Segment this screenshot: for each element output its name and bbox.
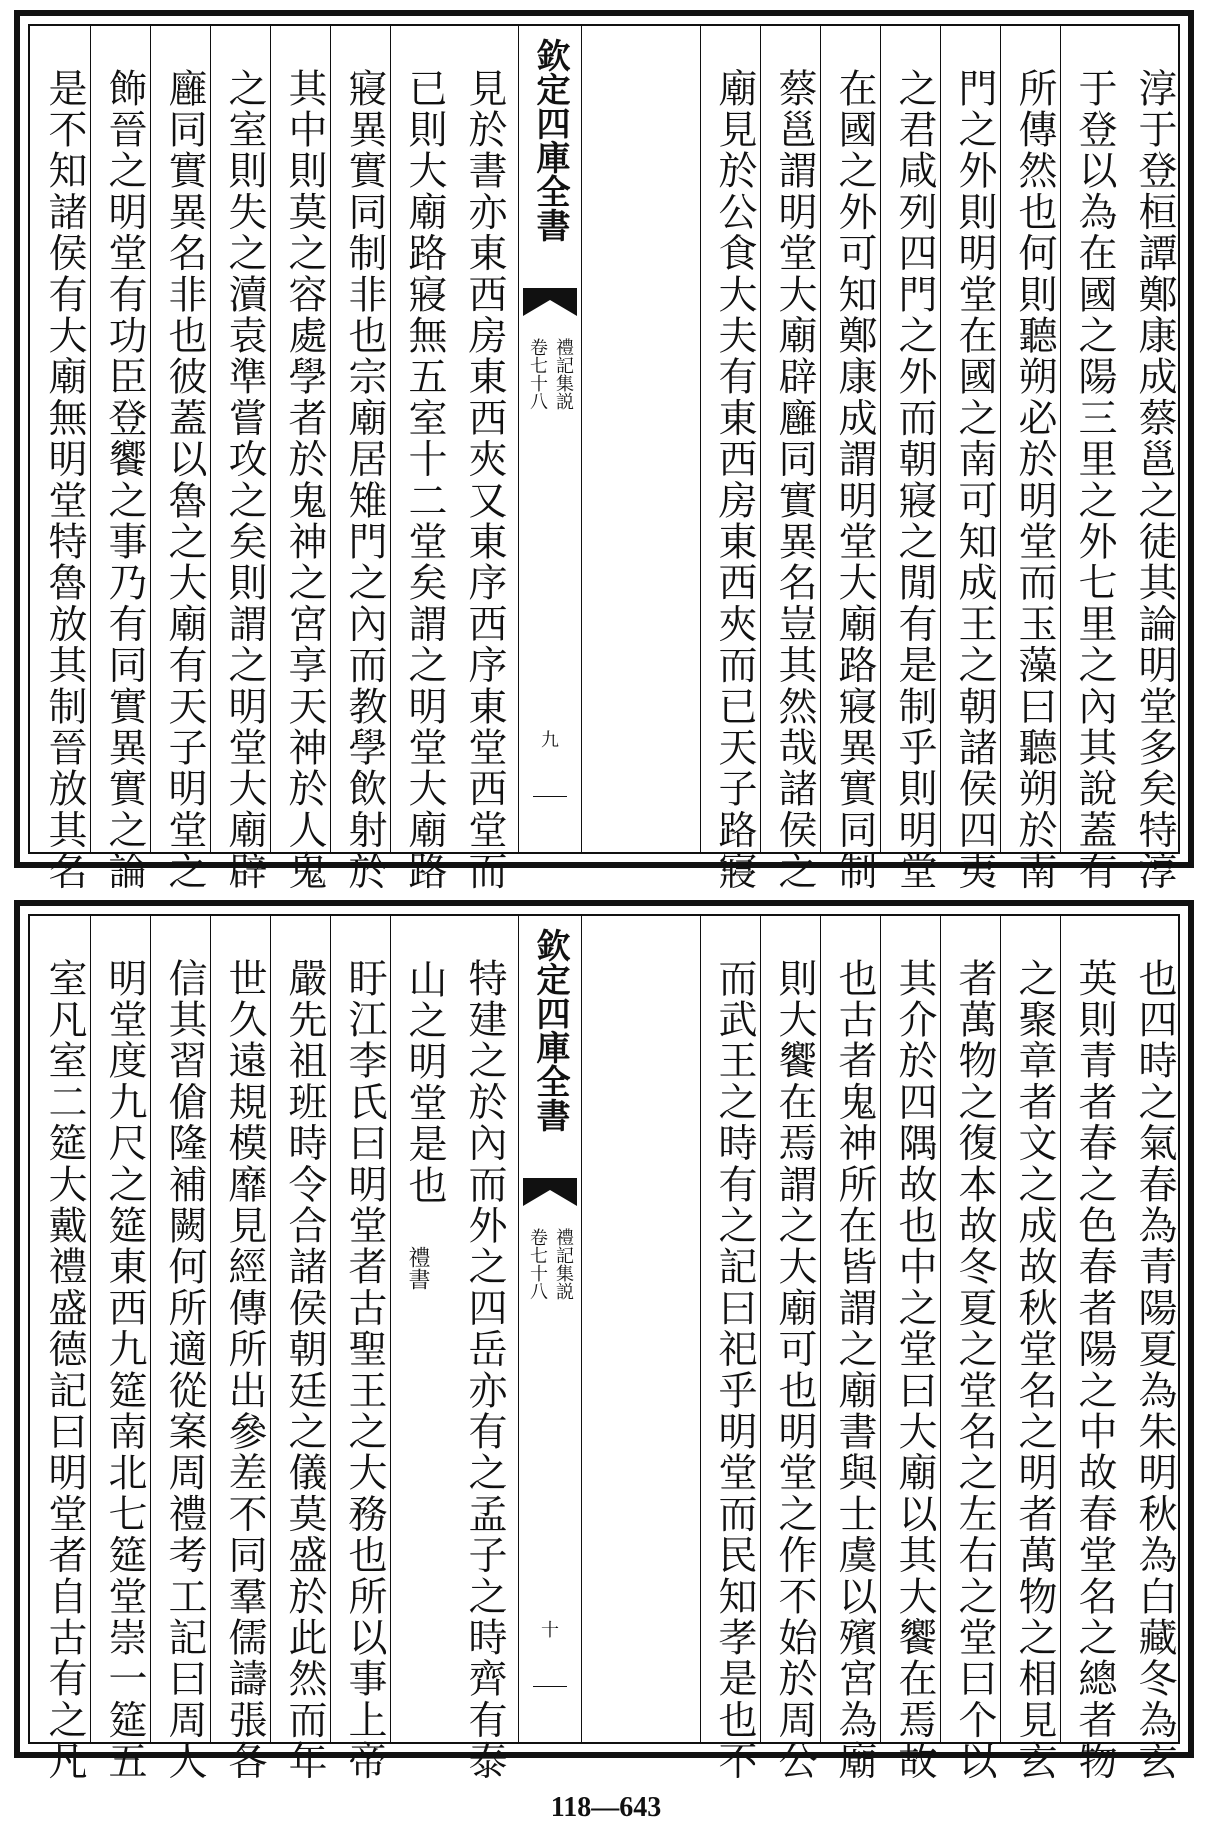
banxin-title: 欽定四庫全書 <box>530 38 570 242</box>
text-column <box>150 916 219 1782</box>
banxin-book-title: 禮記集説 <box>553 1228 574 1300</box>
column-text: 之聚章者文之成故秋堂名之明者萬物之相見玄 <box>1012 958 1057 1782</box>
banxin-rule <box>533 1686 567 1687</box>
text-column <box>1000 26 1069 892</box>
text-column <box>450 26 519 892</box>
column-text: 之君咸列四門之外而朝寢之閒有是制乎則明堂 <box>892 68 937 892</box>
text-column <box>1060 26 1129 892</box>
column-text: 飾晉之明堂有功臣登饗之事乃有同實異實之論 <box>102 68 147 892</box>
banxin-book-title: 禮記集説 <box>553 338 574 410</box>
column-text: 則大饗在焉謂之大廟可也明堂之作不始於周公 <box>772 958 817 1782</box>
text-column <box>210 26 279 892</box>
text-column <box>700 26 769 892</box>
banxin-center-column <box>518 916 582 1742</box>
column-text: 者萬物之復本故冬夏之堂名之左右之堂曰个以 <box>952 958 997 1782</box>
text-column <box>270 26 339 892</box>
column-text: 已則大廟路寢無五室十二堂矣謂之明堂大廟路 <box>402 68 447 892</box>
banxin-rule <box>533 796 567 797</box>
column-text: 英則青者春之色春者陽之中故春堂名之總者物 <box>1072 958 1117 1782</box>
top-page <box>14 10 1194 892</box>
column-text: 也四時之氣春為青陽夏為朱明秋為白藏冬為玄 <box>1132 958 1177 1782</box>
column-text: 特建之於內而外之四岳亦有之孟子之時齊有泰 <box>462 958 507 1782</box>
column-text: 是不知諸侯有大廟無明堂特魯放其制晉放其名 <box>42 68 87 892</box>
text-column <box>760 916 829 1782</box>
text-column <box>210 916 279 1782</box>
text-column <box>150 26 219 892</box>
column-text: 信其習傖隆補闕何所適從案周禮考工記曰周人 <box>162 958 207 1782</box>
column-text: 世久遠規模靡見經傳所出參差不同羣儒譸張各 <box>222 958 267 1782</box>
text-column <box>880 916 949 1782</box>
text-column <box>940 916 1009 1782</box>
source-note: 禮書 <box>405 1246 430 1290</box>
column-text: 也古者鬼神所在皆謂之廟書與士虞以殯宮為廟 <box>832 958 877 1782</box>
text-column <box>1000 916 1069 1782</box>
text-column <box>700 916 769 1782</box>
banxin-juan: 卷七十八 <box>527 1228 548 1300</box>
text-column <box>390 26 459 892</box>
text-column <box>30 26 99 892</box>
column-text: 山之明堂是也 <box>402 959 447 1207</box>
column-text: 于登以為在國之陽三里之外七里之內其說蓋有 <box>1072 68 1117 892</box>
column-text: 淳于登桓譚鄭康成蔡邕之徒其論明堂多矣特淳 <box>1132 68 1177 892</box>
banxin-center-column <box>518 26 582 852</box>
fishtail-mark <box>523 1178 577 1218</box>
text-column <box>390 916 459 1742</box>
text-column <box>880 26 949 892</box>
column-text: 在國之外可知鄭康成謂明堂大廟路寢異實同制 <box>832 68 877 892</box>
text-column <box>820 916 889 1782</box>
banxin-juan: 卷七十八 <box>527 338 548 410</box>
column-text: 其介於四隅故也中之堂曰大廟以其大饗在焉故 <box>892 958 937 1782</box>
column-text: 所傳然也何則聽朔必於明堂而玉藻曰聽朔於南 <box>1012 68 1057 892</box>
page-number-footer: 118—643 <box>550 1792 662 1823</box>
banxin-folio-number: 九 <box>541 730 559 751</box>
column-text: 盱江李氏曰明堂者古聖王之大務也所以事上帝 <box>342 958 387 1782</box>
text-column <box>1120 26 1189 892</box>
column-text: 廱同實異名非也彼蓋以魯之大廟有天子明堂之 <box>162 68 207 892</box>
text-column <box>1120 916 1189 1782</box>
text-column <box>330 26 399 892</box>
column-text: 其中則莫之容處學者於鬼神之宮享天神於人鬼 <box>282 68 327 892</box>
text-column <box>90 26 159 892</box>
text-column <box>1060 916 1129 1782</box>
column-text: 寢異實同制非也宗廟居雉門之內而教學飲射於 <box>342 68 387 892</box>
bottom-page-frame <box>28 914 1180 1782</box>
text-column <box>450 916 519 1782</box>
column-text: 嚴先祖班時令合諸侯朝廷之儀莫盛於此然而年 <box>282 958 327 1782</box>
text-column <box>330 916 399 1782</box>
column-text: 之室則失之瀆袁準嘗攻之矣則謂之明堂大廟辟 <box>222 68 267 892</box>
bottom-page <box>14 900 1194 1782</box>
column-text: 而武王之時有之記曰祀乎明堂而民知孝是也不 <box>712 958 757 1782</box>
banxin-folio-number: 十 <box>541 1620 559 1641</box>
column-text: 明堂度九尺之筵東西九筵南北七筵堂崇一筵五 <box>102 958 147 1782</box>
fishtail-mark <box>523 288 577 328</box>
column-text: 蔡邕謂明堂大廟辟廱同實異名豈其然哉諸侯之 <box>772 68 817 892</box>
text-column <box>820 26 889 892</box>
column-text: 廟見於公食大夫有東西房東西夾而已天子路寢 <box>712 68 757 892</box>
column-text: 見於書亦東西房東西夾又東序西序東堂西堂而 <box>462 68 507 892</box>
text-column <box>90 916 159 1782</box>
text-column <box>940 26 1009 892</box>
text-column <box>270 916 339 1782</box>
text-column <box>760 26 829 892</box>
top-page-frame <box>28 24 1180 892</box>
banxin-title: 欽定四庫全書 <box>530 928 570 1132</box>
text-column <box>30 916 99 1782</box>
column-text: 門之外則明堂在國之南可知成王之朝諸侯四夷 <box>952 68 997 892</box>
column-text: 室凡室二筵大戴禮盛德記曰明堂者自古有之凡 <box>42 958 87 1782</box>
